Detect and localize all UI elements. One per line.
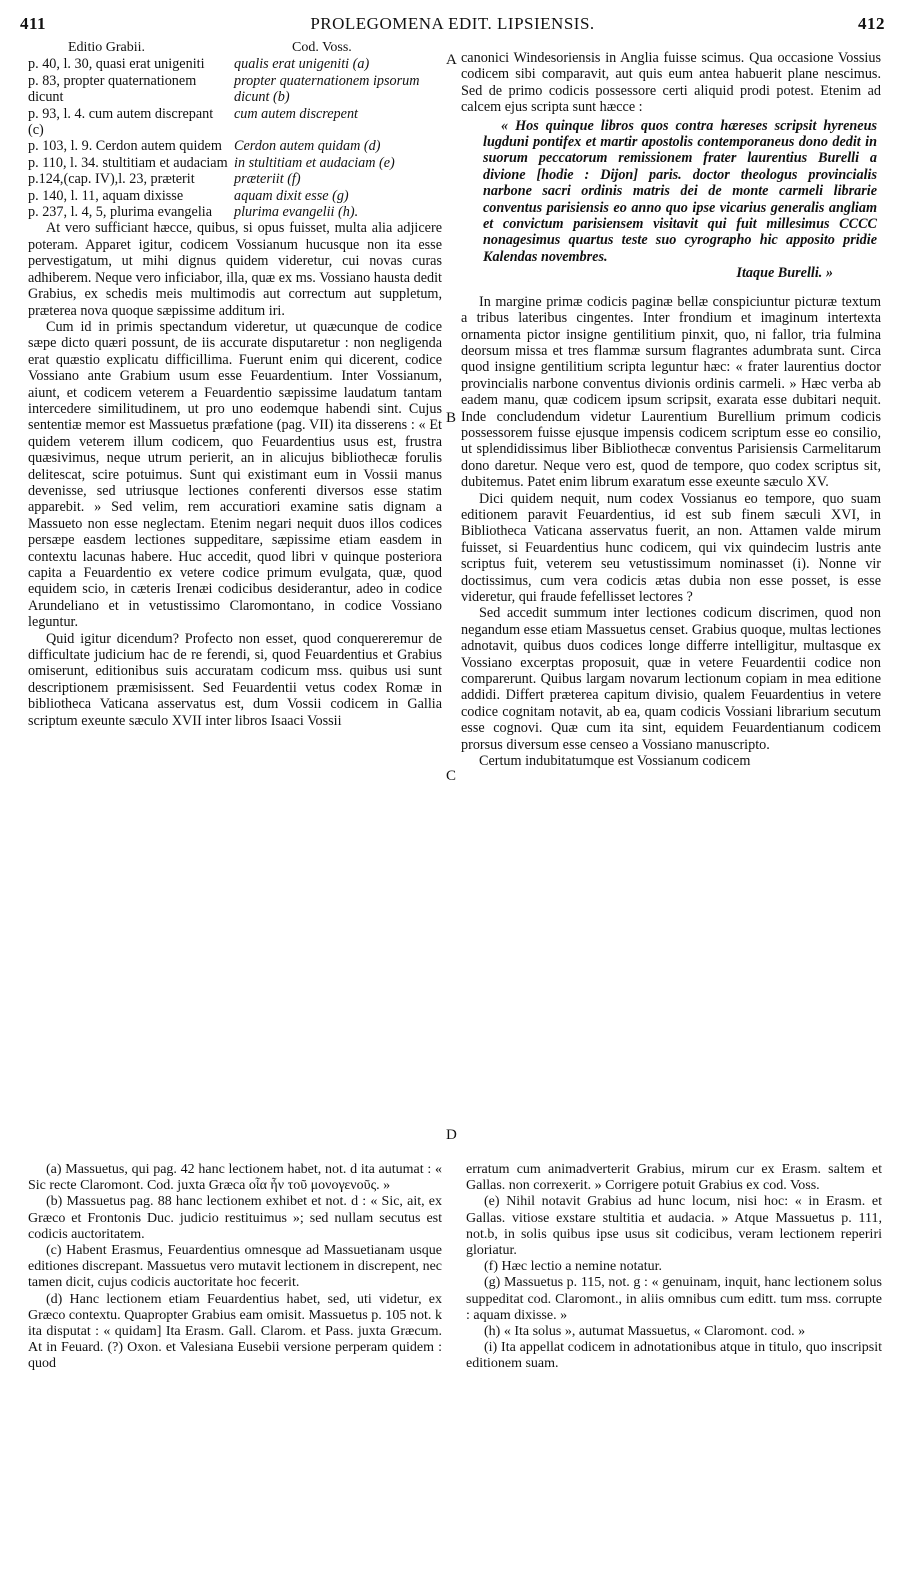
footnote: (g) Massuetus p. 115, not. g : « genuinam, inquit, hanc lectionem solus suppeditat cod. Claromont., in aliis omnibus cum editt. tum mss. corrupte : aquam dixisse. » — [466, 1275, 882, 1323]
spacer — [461, 282, 881, 294]
variant-row: p. 83, propter quaternationem dicunt propter quaternationem ipsorum dicunt (b) — [28, 72, 420, 106]
footnote: (e) Nihil notavit Grabius ad hunc locum, nisi hoc: « in Erasm. et Gallas. vitiose exstare stultitia et audacia. » Atque Massuetus p. 111, not.b, in solis quibus ipse usus sit codicibus, veram lectionem reperiri gloriatur. — [466, 1194, 882, 1259]
footnote: (i) Ita appellat codicem in adnotationibus atque in titulo, quo inscripsit editionem suam. — [466, 1340, 882, 1372]
footnote: (a) Massuetus, qui pag. 42 hanc lectionem habet, not. d ita autumat : « Sic recte Claromont. Cod. juxta Græca οἷα ἦν τοῦ μονογενοῦς. » — [28, 1162, 442, 1194]
body-paragraph: canonici Windesoriensis in Anglia fuisse scimus. Qua occasione Vossius codicem sibi comparavit, aut quis eum antea habuerit plane nescimus. Sed de primo codicis possessore certi aliquid prodi potest. Etenim ad calcem ejus scripta sunt hæcce : — [461, 50, 881, 116]
colophon-quote — [461, 118, 881, 282]
body-paragraph: At vero sufficiant hæcce, quibus, si opus fuisset, multa alia adjicere poteram. Apparet igitur, codicem Vossianum hucusque non ita esse pervestigatum, ut mihi dignus quidem videretur, cui novas curas adhiberem. Neque vero inficiabor, illa, quæ ex ms. Vossiano hausta dedit Grabius, ex schedis meis multimodis aut correctum aut suppletum, præterea nova quoque sæpissime additum iri. — [28, 220, 442, 319]
variant-row: p. 93, l. 4. cum autem discrepant (c) cum autem discrepent — [28, 105, 358, 139]
footnote: (d) Hanc lectionem etiam Feuardentius habet, sed, uti videtur, ex Græco contextu. Quapropter Grabius eam omisit. Massuetus p. 105 not. k ita disputat : « quidam] Ita Erasm. Gall. Clarom. et Pass. juxta Græcum. At in Feuard. (?) Oxon. et Valesiana Eusebii versione perperam quidem : quod — [28, 1291, 442, 1372]
page-number-right: 412 — [858, 14, 885, 33]
running-title: PROLEGOMENA EDIT. LIPSIENSIS. — [310, 14, 595, 33]
body-paragraph: Dici quidem nequit, num codex Vossianus eo tempore, quo suam editionem paravit Feuardentius, id est sub finem sæculi XVI, in Bibliotheca Vaticana asservatus fuerit, an non. Attamen valde mirum fuisset, si Feuardentius hunc codicem, qui vix quindecim lustris ante scriptus fuit, veterem seu vetustissimum nominasset (i). Nonne vir doctissimus, cum vera codicis ætas dubia non esse posset, is esse videretur, qui fraude fefellisset lectores ? — [461, 490, 881, 605]
body-paragraph: In margine primæ codicis paginæ bellæ conspiciuntur picturæ textum a tribus lateribus cingentes. Inter frondium et imaginum intertexta ornamenta pictor insigne gentilitium pinxit, quo, ni fallor, tria fulmina deorsum missa et tres flammæ sursum flagrantes adumbrata sunt. Circa quod insigne gentilitium scripta leguntur hæc: « frater laurentius doctor provincialis narbone conventus divionis ordinis carmeli. » Hæc verba ab eadem manu, quæ codicem ipsum scripsit, exarata esse dubitari nequit. Inde concludendum videtur Laurentium Burellium primum codicis possessorem fuisse ejusque impensis codicem scriptum esse eo consilio, ut splendidissimus liber Bibliothecæ conventus Parisiensis Carmelitarum dono daretur. Neque vero est, quod de tempore, quo codex scriptus sit, dubitemus. Patet enim librum exaratum esse exeunte sæculo XV. — [461, 293, 881, 491]
variant-row: p. 110, l. 34. stultitiam et audaciam in stultitiam et audaciam (e) — [28, 154, 395, 171]
footnotes-right — [466, 1162, 882, 1373]
body-paragraph: Sed accedit summum inter lectiones codicum discrimen, quod non negandum esse etiam Massuetus censet. Grabius quoque, multas lectiones adnotavit, quibus duos codices longe differre intelligitur, multasque ex Vossiano excerptas proposuit, quæ in vetere Feuardentii codice non comparerunt. Quibus largam novarum lectionum copiam in mea editione addidi. Differt præterea capitum divisio, qualem Feuardentius in vetere codice cognitam notavit, ab ea, quam codicis Vossiani librarium secutum esse cognovi. Quæ cum ita sint, equidem Feuardentianum codicem prorsus diversum esse censeo a Vossiano manuscripto. — [461, 605, 882, 753]
variants-head-edition: Editio Grabii. — [68, 40, 145, 55]
margin-letter-d: D — [446, 1127, 457, 1143]
footnotes-left — [28, 1162, 442, 1373]
page-number-left: 411 — [20, 14, 47, 33]
footnote: (b) Massuetus pag. 88 hanc lectionem exhibet et not. d : « Sic, ait, ex Græco et Frontonis Duc. judicio restituimus »; sed nullam secutus est codicis auctoritatem. — [28, 1194, 442, 1242]
variant-row: p. 140, l. 11, aquam dixisse aquam dixit esse (g) — [28, 187, 349, 204]
variant-row: p. 103, l. 9. Cerdon autem quidem Cerdon autem quidam (d) — [28, 138, 381, 155]
variant-row: p.124,(cap. IV),l. 23, præterit præteriit (f) — [28, 171, 301, 188]
variants-head-codex: Cod. Voss. — [292, 40, 352, 55]
margin-letter-c: C — [446, 768, 457, 784]
right-column — [461, 50, 881, 769]
running-header — [20, 16, 885, 38]
body-paragraph: Cum id in primis spectandum videretur, ut quæcunque de codice sæpe dicto quæri possunt, de iis accurate disputaretur : non negligenda erat quæstio explicatu difficillima. Fuerunt enim qui dicerent, codice Vossiano ante Grabium usum esse Feuardentium. Inter Vossianum, aiunt, et codicem veterem a Feuardentio sæpissime laudatum tantam intercedere similitudinem, ut pro uno eodemque habendi sint. Cujus sententiæ memor est Massuetus præfatione (pag. VII) ita disserens : « Et quidem veterem illum codicem, quo Feuardentius usus est, frustra quæsivimus, neque utrum perierit, an in alicujus bibliothecæ forulis delitescat, scire potuimus. Sunt qui existimant eum in Vossii manus devenisse, sed utriusque lectiones conferenti diversos esse statim apparebit. » Sed velim, rem accuratiori examine satis dignam a Massueto non esse neglectam. Etenim negari nequit duos illos codices persæpe easdem lectiones suppeditare, sæpissime etiam easdem in contextu lacunas habere. Huc accedit, quod libri v quinque posteriora capita a Feuardentio ex vetere codice primum evulgata, quæ, quod equidem scio, in cæteris Irenæi codicibus desiderantur, adeo in codice Arundeliano et in vetustissimo Claromontano, in codice Vossiano leguntur. — [28, 318, 442, 631]
margin-letter-b: B — [446, 410, 457, 426]
footnote: (c) Habent Erasmus, Feuardentius omnesque ad Massuetianam usque editiones discrepant. Massuetus vero mutavit lectionem in discrepent, nec tamen dicit, cujus codicis auctoritate hoc fecerit. — [28, 1243, 442, 1291]
footnote: (f) Hæc lectio a nemine notatur. — [484, 1259, 663, 1275]
colophon-signature: Itaque Burelli. » — [736, 265, 833, 282]
colophon-text: « Hos quinque libros quos contra hæreses scripsit hyreneus lugduni pontifex et martir apostolis contemporaneus dono dedit in suorum peccatorum remissionem frater laurentius Burelli a divione [hodie : Dijon] paris. doctor theologus provincialis narbone sacri ordinis matris dei de monte carmeli librarie conventus parisiensis eo anno quo ipse vicarius generalis angliam et convictum parisiensem visitavit qui fuit millesimus CCCC nonagesimus quartus teste suo cyrographo hic apposito pridie Kalendas novembres. — [483, 117, 877, 265]
left-column — [28, 40, 442, 729]
footnote: erratum cum animadverterit Grabius, mirum cur ex Erasm. saltem et Gallas. non correxerit. » Corrigere potuit Grabius ex cod. Voss. — [466, 1162, 882, 1194]
variants-table — [28, 56, 442, 220]
variants-header — [28, 40, 442, 56]
footnote: (h) « Ita solus », autumat Massuetus, « Claromont. cod. » — [484, 1324, 806, 1340]
body-paragraph: Certum indubitatumque est Vossianum codicem — [479, 753, 751, 770]
variant-row: p. 40, l. 30, quasi erat unigeniti qualis erat unigeniti (a) — [28, 56, 370, 73]
variant-row: p. 237, l. 4, 5, plurima evangelia plurima evangelii (h). — [28, 204, 359, 221]
body-paragraph: Quid igitur dicendum? Profecto non esset, quod conquereremur de difficultate judicium hac de re ferendi, si, quod Feuardentius et Grabius omiserunt, editionibus suis accuratam codicum mss. quibus usi sunt descriptionem præmisissent. Sed Feuardentii vetus codex Romæ in bibliotheca Vaticana asservatus est, dum Vossii codicem in Gallia scriptum exeunte sæculo XVII inter libros Isaaci Vossii — [28, 630, 442, 729]
margin-letter-a: A — [446, 52, 457, 68]
